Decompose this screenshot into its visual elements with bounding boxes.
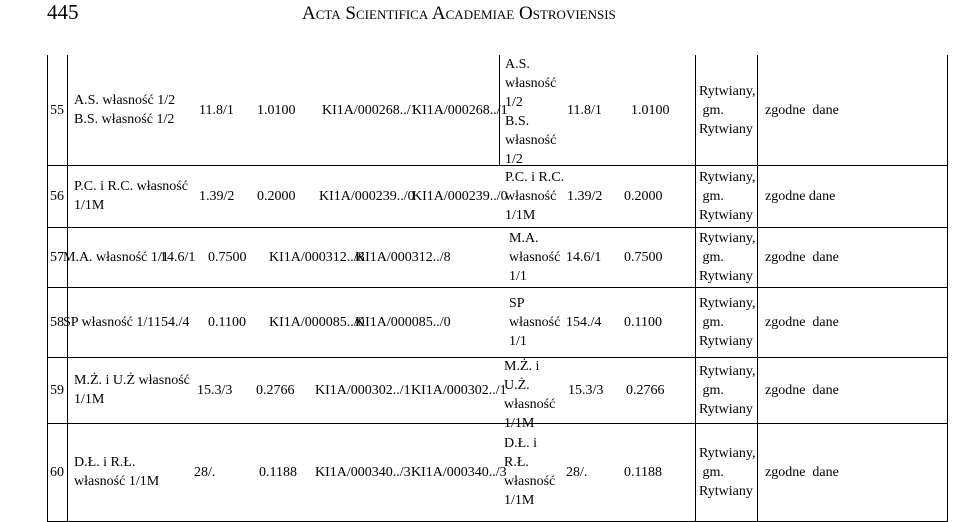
cell-parcel2: 14.6/1 bbox=[566, 250, 602, 265]
cell-area2: 0.2000 bbox=[624, 189, 663, 204]
table-rule bbox=[947, 55, 948, 521]
cell-parcel: 15.3/3 bbox=[197, 383, 233, 398]
cell-kw: KI1A/000312../8 bbox=[269, 250, 365, 265]
cell-border bbox=[757, 423, 758, 521]
cell-border bbox=[695, 357, 696, 423]
cell-kw2: KI1A/000268../1 bbox=[412, 103, 508, 118]
cell-border bbox=[67, 227, 68, 287]
cell-kw: KI1A/000268../1 bbox=[322, 103, 418, 118]
cell-border bbox=[757, 55, 758, 165]
cell-area: 0.2000 bbox=[257, 189, 296, 204]
cell-owner: A.S. własność 1/2 B.S. własność 1/2 bbox=[74, 93, 176, 127]
cell-area2: 0.1100 bbox=[624, 315, 662, 330]
cell-border bbox=[695, 227, 696, 287]
cell-border bbox=[499, 55, 500, 165]
cell-border bbox=[757, 357, 758, 423]
table-row bbox=[47, 423, 948, 521]
cell-parcel: 1.39/2 bbox=[199, 189, 235, 204]
cell-owner: SP własność 1/1 bbox=[63, 315, 155, 330]
page-header bbox=[0, 0, 960, 28]
cell-status: zgodne dane bbox=[765, 383, 839, 398]
cell-kw2: KI1A/000239../0 bbox=[412, 189, 508, 204]
table-row bbox=[47, 55, 948, 165]
cell-area: 0.1100 bbox=[208, 315, 246, 330]
cell-area: 0.2766 bbox=[256, 383, 295, 398]
table-rule bbox=[47, 423, 948, 424]
cell-parcel: 11.8/1 bbox=[199, 103, 234, 118]
cell-area: 0.1188 bbox=[259, 465, 297, 480]
cell-area2: 1.0100 bbox=[631, 103, 670, 118]
cell-kw: KI1A/000302../1 bbox=[315, 383, 411, 398]
cell-owner: D.Ł. i R.Ł. własność 1/1M bbox=[74, 455, 160, 489]
cell-owner: M.A. własność 1/1 bbox=[63, 250, 169, 265]
cell-status: zgodne dane bbox=[765, 465, 839, 480]
cell-border bbox=[67, 423, 68, 521]
cell-owner2: M.Ż. i U.Ż. własność 1/1M bbox=[504, 359, 556, 431]
table-row bbox=[47, 165, 948, 227]
cell-border bbox=[695, 423, 696, 521]
cell-kw2: KI1A/000085../0 bbox=[355, 315, 451, 330]
cell-usage: Rytwiany, gm. Rytwiany bbox=[699, 84, 756, 137]
cell-parcel: 154./4 bbox=[154, 315, 190, 330]
table-row bbox=[47, 227, 948, 287]
land-records-table bbox=[47, 55, 948, 521]
cell-border bbox=[67, 357, 68, 423]
cell-owner2: P.C. i R.C. własność 1/1M bbox=[505, 170, 565, 223]
table-rule bbox=[47, 165, 948, 166]
table-rule bbox=[47, 227, 948, 228]
cell-usage: Rytwiany, gm. Rytwiany bbox=[699, 446, 756, 499]
table-rule bbox=[47, 55, 48, 521]
cell-status: zgodne dane bbox=[765, 189, 836, 204]
cell-area2: 0.2766 bbox=[626, 383, 665, 398]
cell-usage: Rytwiany, gm. Rytwiany bbox=[699, 231, 756, 284]
cell-border bbox=[757, 227, 758, 287]
cell-no: 60 bbox=[50, 465, 64, 480]
cell-status: zgodne dane bbox=[765, 103, 839, 118]
cell-no: 59 bbox=[50, 383, 64, 398]
cell-owner2: SP własność 1/1 bbox=[509, 296, 561, 349]
cell-owner2: M.A. własność 1/1 bbox=[509, 231, 561, 284]
cell-owner2: D.Ł. i R.Ł. własność 1/1M bbox=[504, 436, 556, 508]
cell-usage: Rytwiany, gm. Rytwiany bbox=[699, 170, 756, 223]
cell-border bbox=[695, 287, 696, 357]
table-row bbox=[47, 357, 948, 431]
cell-parcel2: 11.8/1 bbox=[567, 103, 602, 118]
cell-kw: KI1A/000239../0 bbox=[319, 189, 415, 204]
cell-parcel2: 154./4 bbox=[566, 315, 602, 330]
cell-usage: Rytwiany, gm. Rytwiany bbox=[699, 296, 756, 349]
cell-border bbox=[67, 287, 68, 357]
cell-kw2: KI1A/000312../8 bbox=[355, 250, 451, 265]
cell-border bbox=[67, 165, 68, 227]
cell-area2: 0.1188 bbox=[624, 465, 662, 480]
table-row bbox=[47, 287, 948, 357]
cell-kw2: KI1A/000340../3 bbox=[411, 465, 507, 480]
page-number: 445 bbox=[47, 0, 79, 24]
cell-area2: 0.7500 bbox=[624, 250, 663, 265]
cell-kw: KI1A/000340../3 bbox=[315, 465, 411, 480]
cell-border bbox=[757, 287, 758, 357]
cell-parcel: 14.6/1 bbox=[160, 250, 196, 265]
cell-owner: M.Ż. i U.Ż własność 1/1M bbox=[74, 373, 190, 407]
cell-no: 58 bbox=[50, 315, 64, 330]
cell-area: 0.7500 bbox=[208, 250, 247, 265]
cell-kw2: KI1A/000302../1 bbox=[411, 383, 507, 398]
journal-title: Acta Scientifica Academiae Ostroviensis bbox=[302, 3, 616, 24]
cell-area: 1.0100 bbox=[257, 103, 296, 118]
cell-no: 57 bbox=[50, 250, 64, 265]
cell-status: zgodne dane bbox=[765, 250, 839, 265]
cell-parcel2: 15.3/3 bbox=[568, 383, 604, 398]
cell-border bbox=[67, 55, 68, 165]
cell-no: 56 bbox=[50, 189, 64, 204]
table-rule bbox=[47, 357, 948, 358]
cell-parcel: 28/. bbox=[194, 465, 216, 480]
cell-border bbox=[757, 165, 758, 227]
cell-status: zgodne dane bbox=[765, 315, 839, 330]
cell-border bbox=[695, 165, 696, 227]
cell-owner: P.C. i R.C. własność 1/1M bbox=[74, 179, 188, 213]
cell-kw: KI1A/000085../0 bbox=[269, 315, 365, 330]
cell-usage: Rytwiany, gm. Rytwiany bbox=[699, 364, 756, 417]
cell-no: 55 bbox=[50, 103, 64, 118]
cell-parcel2: 1.39/2 bbox=[567, 189, 603, 204]
table-rule bbox=[47, 287, 948, 288]
cell-border bbox=[695, 55, 696, 165]
cell-owner2: A.S. własność 1/2 B.S. własność 1/2 bbox=[505, 57, 557, 167]
cell-parcel2: 28/. bbox=[566, 465, 588, 480]
